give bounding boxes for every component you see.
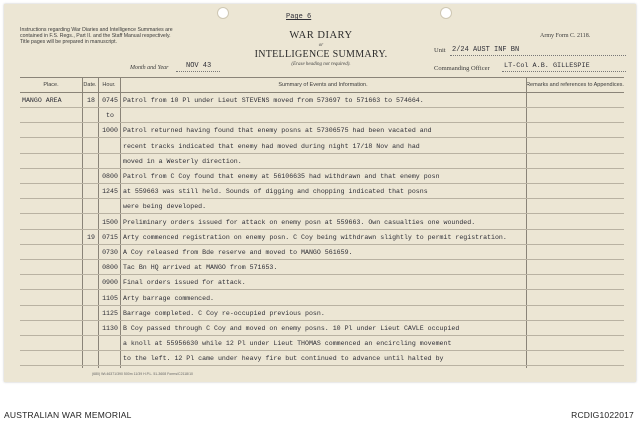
table-row (20, 94, 624, 108)
cell-place (22, 292, 82, 305)
cell-place (22, 307, 82, 320)
cell-date (84, 170, 98, 183)
cell-date (84, 155, 98, 168)
cell-hour: to (106, 112, 114, 120)
table-row (20, 322, 624, 336)
cell-date (84, 246, 98, 259)
cell-place (22, 261, 82, 274)
form-title-or: or (318, 43, 324, 48)
month-year-underline (176, 70, 220, 72)
table-row (20, 276, 624, 290)
instructions-note: Instructions regarding War Diaries and Intelligence Summaries are contained in F.S. Regs., Part II. and the Staff Manual respectively. Title pages will be prepared in manuscript. (20, 27, 173, 45)
diary-table (20, 77, 624, 368)
table-row (20, 200, 624, 214)
cell-place (22, 246, 82, 259)
cell-hour: 0745 (102, 97, 118, 104)
cell-hour: 1000 (102, 127, 118, 135)
cell-hour (100, 337, 120, 350)
cell-hour: 0800 (102, 173, 118, 180)
cell-summary: Arty commenced registration on enemy posn. C Coy being withdrawn slightly to permit registration. (123, 233, 507, 241)
cell-summary (123, 109, 525, 122)
cell-place (22, 170, 82, 183)
table-row (20, 352, 624, 366)
cell-summary: Patrol from 10 Pl under Lieut STEVENS moved from 573697 to 571663 to 574664. (123, 97, 424, 104)
cell-date (84, 140, 98, 153)
table-row (20, 140, 624, 154)
co-underline (502, 70, 626, 72)
header-remarks: Remarks and references to Appendices. (526, 82, 624, 88)
cell-place (22, 337, 82, 350)
cell-date: 18 (87, 97, 95, 104)
table-row (20, 124, 624, 138)
erase-note: (Erase heading not required). (291, 62, 351, 67)
table-row (20, 246, 624, 260)
cell-place (22, 216, 82, 229)
unit-value: 2/24 AUST INF BN (452, 46, 520, 54)
cell-hour: 1500 (102, 218, 118, 226)
table-row (20, 261, 624, 275)
month-year-value: NOV 43 (186, 62, 212, 70)
cell-place (22, 200, 82, 213)
table-row (20, 155, 624, 169)
table-row (20, 337, 624, 351)
cell-place (22, 155, 82, 168)
cell-place: MANGO AREA (22, 97, 62, 104)
cell-place (22, 185, 82, 198)
cell-place (22, 109, 82, 122)
cell-date (84, 337, 98, 350)
table-row (20, 109, 624, 123)
table-row (20, 231, 624, 245)
table-row (20, 307, 624, 321)
header-summary: Summary of Events and Information. (278, 82, 368, 88)
cell-hour: 0715 (102, 233, 118, 241)
cell-date (84, 185, 98, 198)
punch-hole (440, 7, 452, 19)
table-row (20, 292, 624, 306)
cell-date (84, 261, 98, 274)
cell-summary: were being developed. (123, 203, 207, 211)
form-title: WAR DIARY (289, 30, 353, 41)
cell-place (22, 124, 82, 137)
cell-date (84, 124, 98, 137)
table-row (20, 170, 624, 184)
cell-summary: Tac Bn HQ arrived at MANGO from 571653. (123, 264, 278, 272)
cell-hour: 1105 (102, 294, 118, 302)
cell-summary: B Coy passed through C Coy and moved on enemy posns. 10 Pl under Lieut CAVLE occupied (123, 325, 460, 332)
header-rule (20, 92, 624, 93)
header-hour: Hour. (102, 82, 116, 88)
cell-summary: Patrol from C Coy found that enemy at 56106635 had withdrawn and that enemy posn (123, 173, 440, 180)
cell-summary: at 559663 was still held. Sounds of digging and chopping indicated that posns (123, 188, 428, 196)
cell-summary: Preliminary orders issued for attack on enemy posn at 559663. Own casualties one wounded. (123, 218, 476, 226)
cell-summary: a knoll at 55956630 while 12 Pl under Lieut THOMAS commenced an encircling movement (123, 340, 452, 348)
cell-place (22, 276, 82, 289)
cell-summary: Arty barrage commenced. (123, 294, 215, 302)
form-subtitle: INTELLIGENCE SUMMARY. (254, 49, 388, 60)
cell-date: 19 (87, 233, 95, 241)
cell-place (22, 352, 82, 365)
cell-hour: 1125 (102, 309, 118, 317)
cell-summary: A Coy released from Bde reserve and moved to MANGO 561659. (123, 249, 353, 256)
cell-place (22, 140, 82, 153)
punch-hole (217, 7, 229, 19)
cell-hour (100, 352, 120, 365)
header-place: Place. (43, 82, 59, 88)
month-year-label: Month and Year (130, 65, 169, 71)
co-value: LT-Col A.B. GILLESPIE (504, 62, 590, 70)
archive-id: RCDIG1022017 (571, 410, 634, 420)
cell-date (84, 276, 98, 289)
print-footer: (680) Wt.46371/390 500m 11/39 H.P.L. 51-3608 Forms/C2118/10 (92, 372, 193, 376)
cell-summary: to the left. 12 Pl came under heavy fire but continued to advance until halted by (123, 355, 444, 363)
cell-hour: 1130 (102, 325, 118, 332)
table-row (20, 185, 624, 199)
army-form-number: Army Form C. 2118. (540, 33, 591, 39)
unit-label: Unit (434, 47, 446, 54)
cell-date (84, 216, 98, 229)
cell-summary: Final orders issued for attack. (123, 279, 246, 287)
page-number: Page 6 (286, 13, 312, 21)
unit-underline (450, 54, 626, 56)
cell-hour (100, 155, 120, 168)
cell-place (22, 322, 82, 335)
cell-summary: Patrol returned having found that enemy posns at 57306575 had been vacated and (123, 127, 432, 135)
header-date: Date. (83, 82, 97, 88)
cell-date (84, 322, 98, 335)
cell-hour: 0800 (102, 264, 118, 272)
cell-date (84, 200, 98, 213)
diary-page (4, 4, 636, 382)
cell-hour: 0900 (102, 279, 118, 287)
cell-summary: Barrage completed. C Coy re-occupied previous posn. (123, 309, 325, 317)
cell-hour (100, 200, 120, 213)
cell-summary: recent tracks indicated that enemy had moved during night 17/18 Nov and had (123, 142, 420, 150)
cell-date (84, 307, 98, 320)
cell-place (22, 231, 82, 244)
cell-hour: 1245 (102, 188, 118, 196)
co-label: Commanding Officer (434, 65, 490, 72)
cell-date (84, 352, 98, 365)
cell-date (84, 109, 98, 122)
cell-hour: 0730 (102, 249, 118, 256)
table-row (20, 216, 624, 230)
cell-summary: moved in a Westerly direction. (123, 157, 242, 165)
cell-date (84, 292, 98, 305)
cell-hour (100, 140, 120, 153)
archive-caption: AUSTRALIAN WAR MEMORIAL (4, 410, 132, 420)
